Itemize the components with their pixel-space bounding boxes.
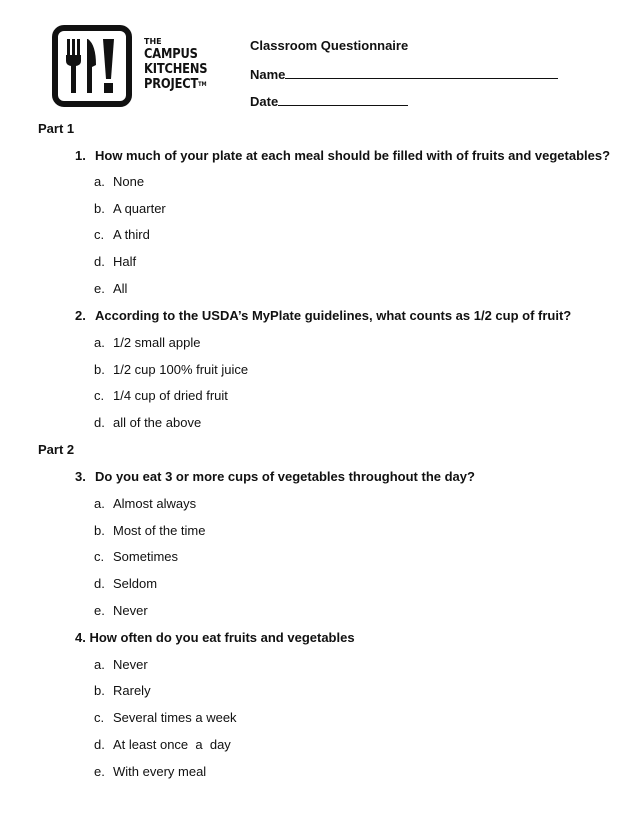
option-text: Rarely bbox=[113, 683, 151, 698]
q3-option-c[interactable] bbox=[94, 549, 178, 564]
q4-option-b[interactable] bbox=[94, 683, 151, 698]
q3-option-b[interactable] bbox=[94, 523, 205, 538]
questionnaire-title: Classroom Questionnaire bbox=[250, 38, 409, 53]
q2-option-b[interactable] bbox=[94, 362, 248, 377]
q4-option-c[interactable] bbox=[94, 710, 237, 725]
q1-option-c[interactable] bbox=[94, 227, 150, 242]
option-text: Sometimes bbox=[113, 549, 179, 564]
name-label: Name bbox=[250, 67, 286, 82]
option-letter: a. bbox=[94, 657, 105, 672]
option-letter: d. bbox=[94, 415, 105, 430]
date-field[interactable] bbox=[250, 94, 408, 109]
option-letter: c. bbox=[94, 227, 105, 242]
option-text: All bbox=[113, 281, 128, 296]
option-letter: e. bbox=[94, 603, 105, 618]
name-field[interactable] bbox=[250, 67, 558, 82]
q1-option-b[interactable] bbox=[94, 201, 166, 216]
option-letter: b. bbox=[94, 523, 105, 538]
option-letter: c. bbox=[94, 549, 105, 564]
q2-option-d[interactable] bbox=[94, 415, 201, 430]
option-text: A third bbox=[113, 227, 150, 242]
question-number: 2. bbox=[75, 308, 86, 323]
option-letter: d. bbox=[94, 576, 105, 591]
logo-kitchens: KITCHENS bbox=[144, 61, 208, 77]
option-text: 1/2 small apple bbox=[113, 335, 201, 350]
q4-option-d[interactable] bbox=[94, 737, 231, 752]
question-number: 3. bbox=[75, 469, 86, 484]
option-letter: a. bbox=[94, 496, 105, 511]
question-text: Do you eat 3 or more cups of vegetables throughout the day? bbox=[95, 469, 475, 484]
date-blank-line[interactable] bbox=[278, 94, 408, 106]
option-letter: c. bbox=[94, 388, 105, 403]
option-letter: d. bbox=[94, 254, 105, 269]
option-letter: a. bbox=[94, 174, 105, 189]
option-letter: d. bbox=[94, 737, 105, 752]
logo-project: PROJECT™ bbox=[144, 76, 207, 92]
logo-the: THE bbox=[144, 37, 162, 46]
question-text: According to the USDA’s MyPlate guidelines, what counts as 1/2 cup of fruit? bbox=[95, 308, 572, 323]
question-1 bbox=[75, 148, 610, 163]
option-text: Almost always bbox=[113, 496, 197, 511]
option-text: Half bbox=[113, 254, 137, 269]
option-letter: b. bbox=[94, 362, 105, 377]
question-text: How much of your plate at each meal should be filled with of fruits and vegetables? bbox=[95, 148, 611, 163]
option-letter: b. bbox=[94, 201, 105, 216]
option-letter: b. bbox=[94, 683, 105, 698]
q2-option-a[interactable] bbox=[94, 335, 200, 350]
q3-option-a[interactable] bbox=[94, 496, 196, 511]
name-blank-line[interactable] bbox=[285, 67, 558, 79]
q2-option-c[interactable] bbox=[94, 388, 228, 403]
date-label: Date bbox=[250, 94, 279, 109]
option-text: 1/2 cup 100% fruit juice bbox=[113, 362, 249, 377]
question-text: How often do you eat fruits and vegetables bbox=[89, 630, 355, 645]
logo-campus: CAMPUS bbox=[144, 46, 198, 62]
option-text: 1/4 cup of dried fruit bbox=[113, 388, 228, 403]
option-letter: c. bbox=[94, 710, 105, 725]
question-4 bbox=[75, 630, 355, 645]
option-text: Never bbox=[113, 603, 148, 618]
option-letter: e. bbox=[94, 281, 105, 296]
part-2-heading: Part 2 bbox=[38, 442, 75, 457]
option-text: At least once a day bbox=[113, 737, 231, 752]
option-text: Seldom bbox=[113, 576, 158, 591]
fork-knife-exclamation-logo-icon bbox=[52, 25, 132, 107]
q4-option-a[interactable] bbox=[94, 657, 148, 672]
option-text: Several times a week bbox=[113, 710, 237, 725]
question-number: 1. bbox=[75, 148, 86, 163]
option-text: Most of the time bbox=[113, 523, 206, 538]
question-2 bbox=[75, 308, 571, 323]
part-1-heading: Part 1 bbox=[38, 121, 75, 136]
option-text: A quarter bbox=[113, 201, 166, 216]
option-text: None bbox=[113, 174, 145, 189]
question-3 bbox=[75, 469, 475, 484]
option-text: Never bbox=[113, 657, 148, 672]
option-text: With every meal bbox=[113, 764, 207, 779]
q1-option-d[interactable] bbox=[94, 254, 136, 269]
logo-wordmark bbox=[144, 38, 219, 92]
q3-option-e[interactable] bbox=[94, 603, 148, 618]
option-text: all of the above bbox=[113, 415, 202, 430]
q1-option-a[interactable] bbox=[94, 174, 144, 189]
q4-option-e[interactable] bbox=[94, 764, 206, 779]
question-number: 4. bbox=[75, 630, 86, 645]
option-letter: e. bbox=[94, 764, 105, 779]
campus-kitchens-logo bbox=[52, 25, 208, 107]
q3-option-d[interactable] bbox=[94, 576, 157, 591]
q1-option-e[interactable] bbox=[94, 281, 127, 296]
option-letter: a. bbox=[94, 335, 105, 350]
